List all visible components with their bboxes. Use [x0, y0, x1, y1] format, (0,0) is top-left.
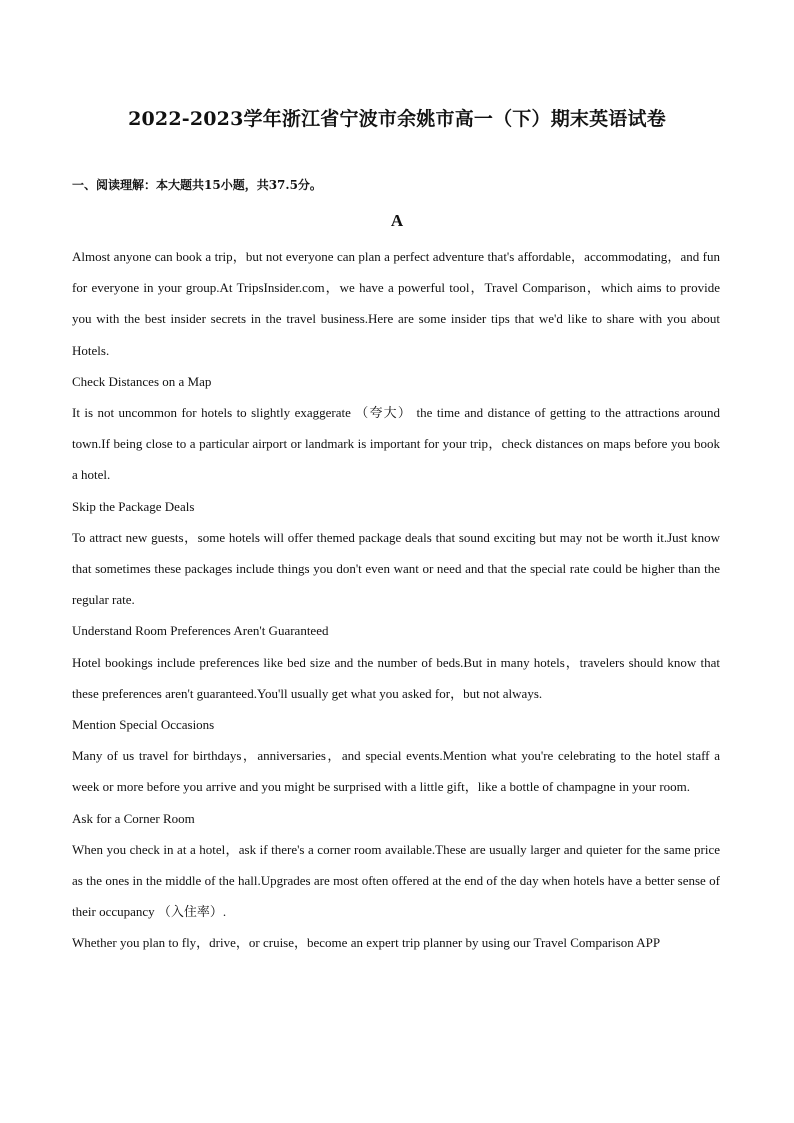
subheading-corner-room: Ask for a Corner Room: [72, 810, 195, 826]
paragraph-special-occasions: Many of us travel for birthdays，anniversaries，and special events.Mention what you're celebrating to the hotel staff a week or more before you arrive and you might be surprised with a little gift，like a bottle of champagne in your room.: [72, 748, 720, 795]
subheading-check-distances: Check Distances on a Map: [72, 373, 212, 389]
passage-body: [72, 241, 720, 959]
paragraph-intro: Almost anyone can book a trip，but not everyone can plan a perfect adventure that's affordable，accommodating，and fun for everyone in your group.At TripsInsider.com，we have a powerful tool，Travel Comparison，which aims to provide you with the best insider secrets in the travel business.Here are some insider tips that we'd like to share with you about Hotels.: [72, 249, 720, 358]
section-heading: 一、阅读理解：本大题共15小题，共37.5分。: [72, 178, 322, 192]
subheading-room-preferences: Understand Room Preferences Aren't Guaranteed: [72, 623, 329, 639]
subheading-skip-package: Skip the Package Deals: [72, 498, 195, 514]
page-title: 2022-2023学年浙江省宁波市余姚市高一（下）期末英语试卷: [128, 108, 666, 130]
paragraph-skip-package: To attract new guests，some hotels will offer themed package deals that sound exciting but may not be worth it.Just know that sometimes these packages include things you don't even want or need and that the special rate could be higher than the regular rate.: [72, 529, 720, 608]
paragraph-corner-room: When you check in at a hotel，ask if there's a corner room available.These are usually larger and quieter for the same price as the ones in the middle of the hall.Upgrades are most often offered at the end of the day when hotels have a better sense of their occupancy （入住率）.: [72, 841, 720, 920]
paragraph-closing: Whether you plan to fly，drive，or cruise，become an expert trip planner by using our Travel Comparison APP: [72, 935, 661, 951]
paragraph-room-preferences: Hotel bookings include preferences like bed size and the number of beds.But in many hotels，travelers should know that these preferences aren't guaranteed.You'll usually get what you asked for，but not always.: [72, 654, 720, 701]
passage-label: A: [390, 211, 404, 230]
paragraph-check-distances: It is not uncommon for hotels to slightly exaggerate （夸大） the time and distance of getting to the attractions around town.If being close to a particular airport or landmark is important for your trip，check distances on maps before you book a hotel.: [72, 405, 720, 483]
subheading-special-occasions: Mention Special Occasions: [72, 717, 215, 733]
